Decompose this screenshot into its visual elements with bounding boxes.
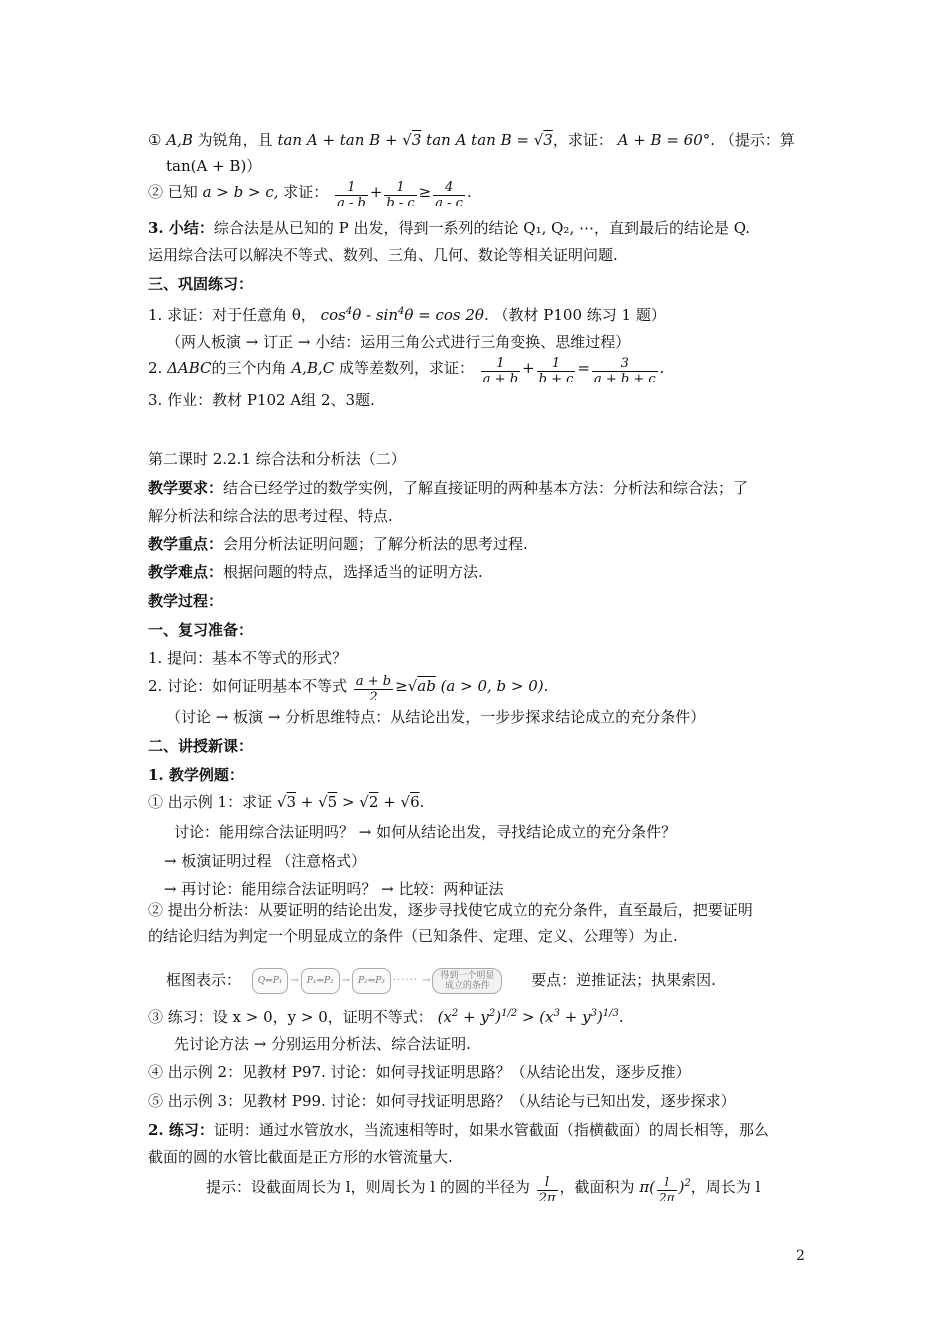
example-1-step-3: → 再讨论：能用综合法证明吗？ → 比较：两种证法 [164,880,504,898]
math-cos-sin: $\cos^4\theta - \sin^4\theta = \cos 2\theta$ [320,306,484,324]
flow-arrow-icon: → [422,975,431,986]
example-1: ① 出示例 1：求证 √3 + √5 > √2 + √6. [148,793,425,811]
flow-diagram [252,968,503,994]
practice-1: 1. 求证：对于任意角 θ， $\cos^4\theta - \sin^4\theta = \cos 2\theta$. （教材 P100 练习 1 题） [148,306,666,324]
frac-1-over-b-minus-c: $\frac{1}{b - c}$ [386,180,415,206]
flow-box-3: P₂⇐P₃ [352,968,391,994]
frac-1-over-b-plus-c: $\frac{1}{b + c}$ [538,356,574,382]
exercise-1-hint-cont: tan(A + B)） [166,157,262,175]
flow-result: 得到一个明显成立的条件 [432,968,502,994]
teaching-difficulty: 教学难点：根据问题的特点，选择适当的证明方法. [148,563,483,581]
example-3: ⑤ 出示例 3：见教材 P99. 讨论：如何寻找证明思路？（从结论与已知出发，逐步探求） [148,1092,736,1110]
math-sqrt-inequality: √3 + √5 > √2 + √6 [276,793,420,811]
practice-2: 2. ΔABC的三个内角 A,B,C 成等差数列，求证： $\frac{1}{a + b}$ + $\frac{1}{b + c}$ = $\frac{3}{a + b + c}$ . [148,356,665,382]
lesson-title: 第二课时 2.2.1 综合法和分析法（二） [148,450,406,468]
practice-section-cont: 截面的圆的水管比截面是正方形的水管流量大. [148,1148,453,1166]
example-1-step-2: → 板演证明过程 （注意格式） [164,852,367,870]
examples-heading: 1. 教学例题： [148,766,244,784]
math-ab: A,B [166,131,198,149]
math-area: π( $\frac{l}{2\pi}$ )$^2$ [639,1175,691,1201]
review-1: 1. 提问：基本不等式的形式？ [148,649,348,667]
frac-4-over-a-minus-c: $\frac{4}{a - c}$ [435,180,463,206]
exercise-3: ③ 练习：设 x > 0，y > 0，证明不等式： $(x^2 + y^2)^{1/2} > (x^3 + y^3)^{1/3}$. [148,1008,624,1026]
exercise-3-note: 先讨论方法 → 分别运用分析法、综合法证明. [174,1035,471,1053]
flow-diagram-line: 框图表示： Q⇐P₁ → P₁⇐P₂ → P₂⇐P₃ ······ → 得到一个明显成立的条件 要点：逆推证法；执果索因. [166,968,716,994]
section-new-lesson: 二、讲授新课： [148,737,254,755]
flow-box-2: P₁⇐P₂ [301,968,340,994]
exercise-1-line: ① A,B 为锐角，且 tan A + tan B + √3 tan A tan B = √3，求证： A + B = 60°. （提示：算 [148,131,795,149]
section-heading-practice: 三、巩固练习： [148,275,254,293]
frac-3-over-sum: $\frac{3}{a + b + c}$ [593,356,656,382]
teaching-requirement-cont: 解分析法和综合法的思考过程、特点. [148,507,393,525]
math-a-plus-b: A + B = 60° [617,131,711,149]
math-tan-condition: tan A + tan B + √3 tan A tan B = √3 [277,131,553,149]
flow-dots: ······ [392,975,418,986]
section-review: 一、复习准备： [148,621,254,639]
exercise-2-line: ② 已知 a > b > c, 求证： $\frac{1}{a - b}$ + $\frac{1}{b - c}$ ≥ $\frac{4}{a - c}$ . [148,180,472,206]
summary-line: 3. 小结：综合法是从已知的 P 出发，得到一系列的结论 Q₁, Q₂, ⋯，直到最后的结论是 Q. [148,219,751,237]
page-number: 2 [796,1248,805,1264]
practice-3: 3. 作业：教材 P102 A组 2、3题. [148,391,375,409]
teaching-requirement: 教学要求：结合已经学过的数学实例，了解直接证明的两种基本方法：分析法和综合法；了 [148,479,749,497]
math-triangle-abc: ΔABC [167,359,212,377]
frac-1-over-a-minus-b: $\frac{1}{a - b}$ [337,180,366,206]
example-2: ④ 出示例 2：见教材 P97. 讨论：如何寻找证明思路？（从结论出发，逐步反推） [148,1063,691,1081]
frac-l-over-2pi: $\frac{l}{2\pi}$ [538,1175,556,1201]
math-abc-order: a > b > c, [202,183,279,201]
analysis-method-cont: 的结论归结为判定一个明显成立的条件（已知条件、定理、定义、公理等）为止. [148,927,678,945]
teaching-focus: 教学重点：会用分析法证明问题；了解分析法的思考过程. [148,535,528,553]
flow-box-1: Q⇐P₁ [252,968,289,994]
frac-1-over-a-plus-b: $\frac{1}{a + b}$ [482,356,519,382]
teaching-process: 教学过程： [148,592,224,610]
review-2: 2. 讨论：如何证明基本不等式 $\frac{a + b}{2}$ ≥√ab (a > 0, b > 0). [148,674,549,700]
hint-line: 提示：设截面周长为 l，则周长为 l 的圆的半径为 $\frac{l}{2\pi}$ ，截面积为 π( $\frac{l}{2\pi}$ )$^2$，周长为 l [206,1175,761,1201]
math-power-inequality: $(x^2 + y^2)^{1/2} > (x^3 + y^3)^{1/3}$ [437,1008,619,1026]
frac-a-plus-b-over-2: $\frac{a + b}{2}$ [355,674,392,700]
math-abc-angles: A,B,C [291,359,335,377]
review-2-note: （讨论 → 板演 → 分析思维特点：从结论出发，一步步探求结论成立的充分条件） [166,708,706,726]
example-1-discussion: 讨论：能用综合法证明吗？ → 如何从结论出发，寻找结论成立的充分条件？ [174,823,677,841]
analysis-method: ② 提出分析法：从要证明的结论出发，逐步寻找使它成立的充分条件，直至最后，把要证明 [148,901,753,919]
math-condition-positive: (a > 0, b > 0) [440,677,544,695]
math-sqrt-ab: √ab [407,677,436,695]
practice-section: 2. 练习：证明：通过水管放水，当流速相等时，如果水管截面（指横截面）的周长相等，那么 [148,1121,769,1139]
practice-1-note: （两人板演 → 订正 → 小结：运用三角公式进行三角变换、思维过程） [166,333,631,351]
flow-arrow-icon: → [341,975,351,986]
summary-cont: 运用综合法可以解决不等式、数列、三角、几何、数论等相关证明问题. [148,246,618,264]
flow-arrow-icon: → [290,975,299,986]
